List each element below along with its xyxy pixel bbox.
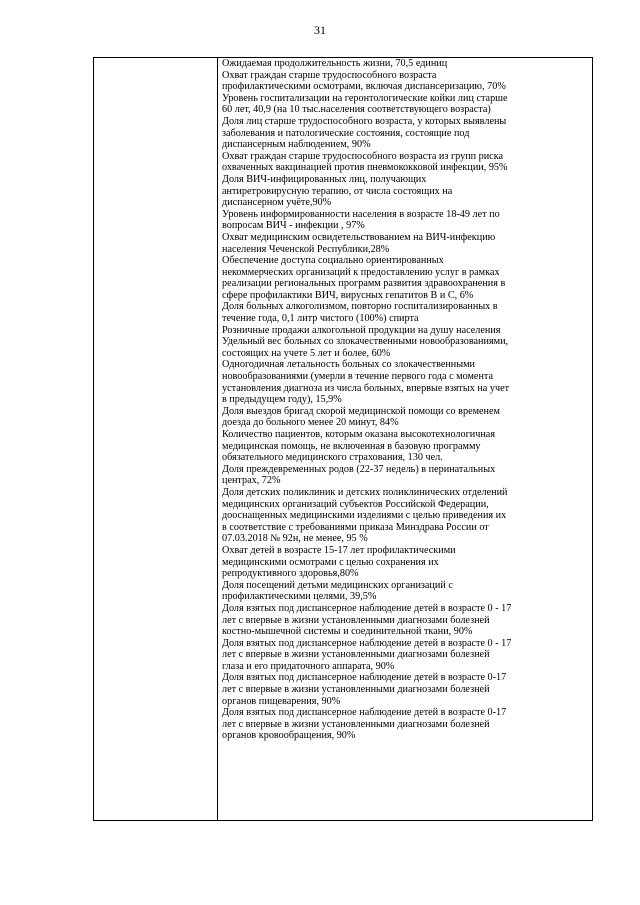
indicator-nko-access: Обеспечение доступа социально ориентированных некоммерческих организаций к предоставлению услуг в рамках реализации региональных программ развития здравоохранения в сфере профилактики ВИЧ, вирусных гепатитов В и С, 6% xyxy=(222,255,506,301)
indicator-child-circulatory: Доля взятых под диспансерное наблюдение детей в возрасте 0-17 лет с впервые в жизни установленными диагнозами болезней органов кровообращения, 90% xyxy=(222,707,507,742)
indicator-hiv-therapy: Доля ВИЧ-инфицированных лиц, получающих антиретровирусную терапию, от числа состоящих на диспансерном учёте,90% xyxy=(222,173,453,209)
indicator-child-digestive: Доля взятых под диспансерное наблюдение детей в возрасте 0-17 лет с впервые в жизни установленными диагнозами болезней органов пищеварения, 90% xyxy=(222,672,507,707)
indicator-elderly-dispensary: Доля лиц старше трудоспособного возраста, у которых выявлены заболевания и патологические состояния, состоящие под диспансерным наблюдением, 90% xyxy=(222,115,507,151)
indicators-table xyxy=(93,57,593,821)
indicator-high-tech-care: Количество пациентов, которым оказана высокотехнологичная медицинская помощь, не включенная в базовую программу обязательного медицинского страхования, 130 чел. xyxy=(222,429,496,464)
indicator-pediatric-clinics-equipment: Доля детских поликлиник и детских поликлинических отделений медицинских организаций субъектов Российской Федерации, дооснащенных медицинскими изделиями с целью приведения их в соответствие с требованиями приказа Минздрава России от 07.03.2018 № 92н, не менее, 95 % xyxy=(222,486,508,545)
indicators-column xyxy=(218,58,592,820)
indicator-elderly-checkups: Охват граждан старше трудоспособного возраста профилактическими осмотрами, включая диспансеризацию, 70% xyxy=(222,69,506,93)
indicator-teen-checkups: Охват детей в возрасте 15-17 лет профилактическими медицинскими осмотрами с целью сохранения их репродуктивного здоровья,80% xyxy=(222,544,456,580)
indicator-premature-births: Доля преждевременных родов (22-37 недель) в перинатальных центрах, 72% xyxy=(222,463,496,487)
indicator-geriatric-hospitalization: Уровень госпитализации на геронтологические койки лиц старше 60 лет, 40,9 (на 10 тыс.населения соответствующего возраста) xyxy=(222,92,508,116)
indicator-pneumococcal-vaccination: Охват граждан старше трудоспособного возраста из групп риска охваченных вакцинацией против пневмококковой инфекции, 95% xyxy=(222,150,508,174)
indicator-oncology-5-years: Удельный вес больных со злокачественными новообразованиями, состоящих на учете 5 лет и более, 60% xyxy=(222,336,509,359)
indicator-child-prophylactic-visits: Доля посещений детьми медицинских организаций с профилактическими целями, 39,5% xyxy=(222,579,453,603)
indicator-child-eye: Доля взятых под диспансерное наблюдение детей в возрасте 0 - 17 лет с впервые в жизни установленными диагнозами болезней глаза и его придаточного аппарата, 90% xyxy=(222,637,512,672)
indicator-alcohol-sales: Розничные продажи алкогольной продукции на душу населения xyxy=(222,324,501,336)
indicator-oncology-mortality: Одногодичная летальность больных со злокачественными новообразованиями (умерли в течение первого года с момента установления диагноза из числа больных, впервые взятых на учет в предыдущем году), 15,9% xyxy=(222,359,510,406)
indicator-hiv-awareness: Уровень информированности населения в возрасте 18-49 лет по вопросам ВИЧ - инфекции , 97% xyxy=(222,208,500,232)
empty-left-column xyxy=(94,58,218,820)
indicator-alcoholism-rehospitalization: Доля больных алкоголизмом, повторно госпитализированных в течение года, 0,1 литр чистого (100%) спирта xyxy=(222,301,498,325)
page-number: 31 xyxy=(314,23,326,37)
indicator-ambulance-time: Доля выездов бригад скорой медицинской помощи со временем доезда до больного менее 20 минут, 84% xyxy=(222,405,500,429)
indicator-hiv-testing: Охват медицинским освидетельствованием на ВИЧ-инфекцию населения Чеченской Республики,28% xyxy=(222,231,496,255)
indicator-life-expectancy: Ожидаемая продолжительность жизни, 70,5 единиц xyxy=(222,58,448,69)
indicator-child-musculoskeletal: Доля взятых под диспансерное наблюдение детей в возрасте 0 - 17 лет с впервые в жизни установленными диагнозами болезней костно-мышечной системы и соединительной ткани, 90% xyxy=(222,602,512,638)
